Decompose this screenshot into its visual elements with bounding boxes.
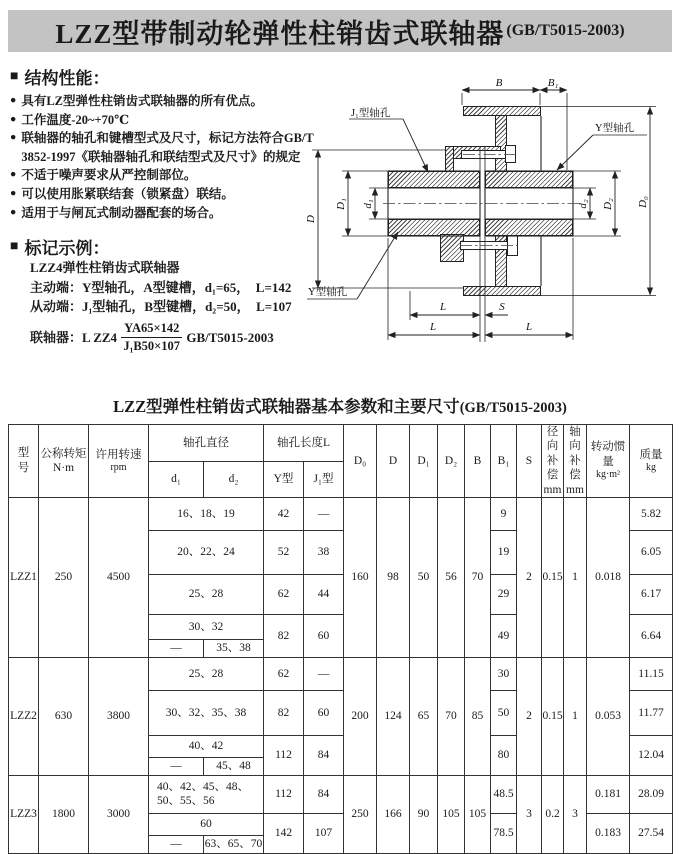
- cell-inertia: 0.053: [587, 657, 630, 775]
- cell-B: 105: [465, 775, 491, 853]
- table-row: [9, 425, 673, 462]
- dim-label-B1: B₁: [547, 77, 559, 89]
- header-axial-compensation: 轴向 补偿 mm: [564, 425, 587, 498]
- coupling-cross-section-drawing: [295, 58, 675, 370]
- cell-torque: 1800: [39, 775, 89, 853]
- cell-D2: 70: [438, 657, 465, 775]
- cell-model: LZZ1: [9, 497, 39, 657]
- cell-len-j: 60: [304, 614, 344, 657]
- cell-mass: 12.04: [630, 735, 673, 775]
- dim-label-D: D: [305, 215, 317, 223]
- cell-len-y: 112: [264, 775, 304, 813]
- cell-len-j: 44: [304, 574, 344, 614]
- cell-len-y: 52: [264, 530, 304, 574]
- bullet-text: 工作温度-20~+70℃: [21, 112, 130, 127]
- fraction-numerator: YA65×142: [121, 321, 182, 338]
- dim-label-d1: d₁: [362, 199, 374, 209]
- designation-fraction: [121, 321, 182, 354]
- header-torque: 公称转矩 N·m: [39, 425, 89, 498]
- dim-label-D1: D₁: [335, 198, 347, 210]
- cell-mass: 6.05: [630, 530, 673, 574]
- cell-D1: 50: [410, 497, 438, 657]
- cell-torque: 630: [39, 657, 89, 775]
- table-row: [9, 657, 673, 690]
- cell-B1: 9: [491, 497, 517, 530]
- marking-section-heading: [10, 234, 109, 259]
- cell-bore-range: 40、42、45、48、50、55、56: [149, 775, 264, 813]
- bullet-icon: ●: [10, 206, 17, 218]
- cell-D0: 160: [344, 497, 377, 657]
- bullet-icon: ●: [10, 169, 17, 181]
- header-speed: 许用转速 rpm: [89, 425, 149, 498]
- header-d2: d₂: [204, 462, 264, 498]
- dim-label-D2: D₂: [602, 198, 614, 210]
- cell-D0: 200: [344, 657, 377, 775]
- cell-B1: 48.5: [491, 775, 517, 813]
- cell-D2: 56: [438, 497, 465, 657]
- table-title-text: LZZ型弹性柱销齿式联轴器基本参数和主要尺寸: [113, 397, 460, 416]
- cell-B1: 78.5: [491, 813, 517, 853]
- marking-active-end: 主动端：Y型轴孔，A型键槽，d₁=65， L=142: [30, 279, 292, 295]
- page-title: LZZ型带制动轮弹性柱销齿式联轴器: [55, 18, 505, 49]
- header-radial-compensation: 径向 补偿 mm: [542, 425, 564, 498]
- cell-bore-d1: —: [149, 757, 204, 775]
- cell-inertia: 0.018: [587, 497, 630, 657]
- cell-bore-range: 60: [149, 813, 264, 835]
- header-D1: D₁: [410, 425, 438, 498]
- cell-D: 98: [377, 497, 410, 657]
- cell-mass: 11.15: [630, 657, 673, 690]
- structure-heading-text: 结构性能：: [24, 69, 110, 88]
- bullet-icon: ●: [10, 113, 17, 125]
- marking-example: [30, 258, 340, 354]
- section-marker-icon: ■: [10, 68, 19, 84]
- bullet-icon: ●: [10, 187, 17, 199]
- cell-D2: 105: [438, 775, 465, 853]
- header-B: B: [465, 425, 491, 498]
- cell-bore-range: 16、18、19: [149, 497, 264, 530]
- cell-len-j: 107: [304, 813, 344, 853]
- cell-bore-range: 30、32、35、38: [149, 690, 264, 735]
- header-D2: D₂: [438, 425, 465, 498]
- cell-bore-range: 25、28: [149, 657, 264, 690]
- leader-lines: [307, 119, 647, 299]
- table-title: [0, 393, 680, 417]
- structure-bullet-list: [10, 92, 336, 222]
- cell-len-y: 42: [264, 497, 304, 530]
- cell-axial: 1: [564, 657, 587, 775]
- coupling-label: 联轴器：: [30, 329, 83, 345]
- bullet-text: 适用于与闸瓦式制动器配套的场合。: [21, 205, 222, 220]
- header-d1: d₁: [149, 462, 204, 498]
- label-y-shaft-hole-top: Y型轴孔: [595, 123, 635, 134]
- cell-len-y: 142: [264, 813, 304, 853]
- cell-model: LZZ2: [9, 657, 39, 775]
- cell-D: 166: [377, 775, 410, 853]
- cell-B1: 80: [491, 735, 517, 775]
- cell-len-y: 62: [264, 574, 304, 614]
- bullet-icon: ●: [10, 95, 17, 106]
- cell-len-y: 82: [264, 690, 304, 735]
- dim-label-L-inner: L: [439, 301, 447, 313]
- bullet-icon: ●: [10, 132, 17, 144]
- page-title-bar: [8, 10, 672, 52]
- section-marker-icon: ■: [10, 238, 19, 254]
- list-item: [10, 111, 336, 130]
- cell-len-j: 84: [304, 735, 344, 775]
- marking-coupling-designation: [30, 321, 340, 354]
- cell-bore-d2: 63、65、70: [204, 835, 264, 853]
- cell-axial: 1: [564, 497, 587, 657]
- cell-B1: 19: [491, 530, 517, 574]
- label-j1-shaft-hole: J₁型轴孔: [351, 108, 391, 119]
- header-B1: B₁: [491, 425, 517, 498]
- fraction-denominator: J₁B50×107: [123, 338, 181, 353]
- header-inertia: 转动惯量 kg·m²: [587, 425, 630, 498]
- list-item: [10, 204, 336, 223]
- cell-mass: 27.54: [630, 813, 673, 853]
- label-y-shaft-hole-bottom: Y型轴孔: [308, 287, 348, 298]
- cell-bore-range: 40、42: [149, 735, 264, 757]
- header-bore-diameter: 轴孔直径: [149, 425, 264, 462]
- bullet-text: 不适于噪声要求从严控制部位。: [21, 168, 197, 183]
- cell-mass: 28.09: [630, 775, 673, 813]
- dim-label-L-right: L: [525, 321, 533, 333]
- bullet-text: 具有LZ型弹性柱销齿式联轴器的所有优点。: [21, 94, 264, 108]
- cell-speed: 3800: [89, 657, 149, 775]
- center-lines: [383, 155, 579, 246]
- list-item: [10, 129, 336, 166]
- cell-model: LZZ3: [9, 775, 39, 853]
- dim-label-S: S: [499, 301, 505, 313]
- table-title-standard: (GB/T5015-2003): [459, 400, 567, 416]
- cell-B1: 30: [491, 657, 517, 690]
- parameters-table: [8, 424, 673, 854]
- cell-D: 124: [377, 657, 410, 775]
- cell-radial: 0.15: [542, 657, 564, 775]
- header-j-type: J₁型: [304, 462, 344, 498]
- cell-len-j: 60: [304, 690, 344, 735]
- table-row: [9, 497, 673, 530]
- cell-mass: 6.64: [630, 614, 673, 657]
- dim-label-B: B: [495, 77, 503, 89]
- header-mass: 质量 kg: [630, 425, 673, 498]
- dim-label-L-left: L: [429, 321, 437, 333]
- cell-len-j: 38: [304, 530, 344, 574]
- dim-label-d2: d₂: [577, 199, 589, 209]
- coupling-prefix: L ZZ4: [82, 329, 118, 345]
- table-row: [9, 775, 673, 813]
- marking-driven-end: 从动端：J₁型轴孔，B型键槽，d₂=50， L=107: [30, 299, 292, 314]
- list-item: [10, 185, 336, 204]
- header-D0: D₀: [344, 425, 377, 498]
- cell-B1: 29: [491, 574, 517, 614]
- header-D: D: [377, 425, 410, 498]
- cell-torque: 250: [39, 497, 89, 657]
- cell-B1: 50: [491, 690, 517, 735]
- cell-len-j: —: [304, 657, 344, 690]
- marking-product: LZZ4弹性柱销齿式联轴器: [30, 260, 180, 275]
- cell-mass: 5.82: [630, 497, 673, 530]
- cell-len-y: 62: [264, 657, 304, 690]
- header-S: S: [517, 425, 542, 498]
- dim-label-D0: D₀: [637, 196, 649, 208]
- drawing-lines-layer: [295, 58, 675, 370]
- coupling-suffix: GB/T5015-2003: [186, 329, 274, 345]
- cell-inertia: 0.183: [587, 813, 630, 853]
- cell-bore-range: 30、32: [149, 614, 264, 639]
- header-y-type: Y型: [264, 462, 304, 498]
- cell-speed: 4500: [89, 497, 149, 657]
- cell-D1: 65: [410, 657, 438, 775]
- cell-speed: 3000: [89, 775, 149, 853]
- cell-len-y: 112: [264, 735, 304, 775]
- cell-B: 70: [465, 497, 491, 657]
- structure-section-heading: [10, 64, 109, 89]
- cell-len-j: —: [304, 497, 344, 530]
- list-item: [10, 92, 336, 111]
- cell-S: 2: [517, 497, 542, 657]
- cell-mass: 6.17: [630, 574, 673, 614]
- cell-D1: 90: [410, 775, 438, 853]
- cell-bore-range: 20、22、24: [149, 530, 264, 574]
- marking-heading-text: 标记示例：: [24, 239, 110, 258]
- header-bore-length: 轴孔长度L: [264, 425, 344, 462]
- cell-D0: 250: [344, 775, 377, 853]
- cell-bore-d1: —: [149, 639, 204, 657]
- cell-S: 2: [517, 657, 542, 775]
- cell-mass: 11.77: [630, 690, 673, 735]
- cell-bore-d2: 35、38: [204, 639, 264, 657]
- cell-bore-d1: —: [149, 835, 204, 853]
- cell-bore-range: 25、28: [149, 574, 264, 614]
- header-model: 型号: [9, 425, 39, 498]
- cell-inertia: 0.181: [587, 775, 630, 813]
- bullet-text: 可以使用胀紧联结套（锁紧盘）联结。: [21, 186, 234, 201]
- page-title-standard: (GB/T5015-2003): [506, 22, 625, 39]
- list-item: [10, 166, 336, 185]
- cell-axial: 3: [564, 775, 587, 853]
- cell-len-j: 84: [304, 775, 344, 813]
- cell-radial: 0.2: [542, 775, 564, 853]
- cell-B: 85: [465, 657, 491, 775]
- cell-bore-d2: 45、48: [204, 757, 264, 775]
- cell-S: 3: [517, 775, 542, 853]
- bullet-text: 联轴器的轴孔和键槽型式及尺寸，标记方法符合GB/T 3852-1997《联轴器轴孔和联结型式及尺寸》的规定: [21, 131, 314, 164]
- cell-len-y: 82: [264, 614, 304, 657]
- cell-B1: 49: [491, 614, 517, 657]
- cell-radial: 0.15: [542, 497, 564, 657]
